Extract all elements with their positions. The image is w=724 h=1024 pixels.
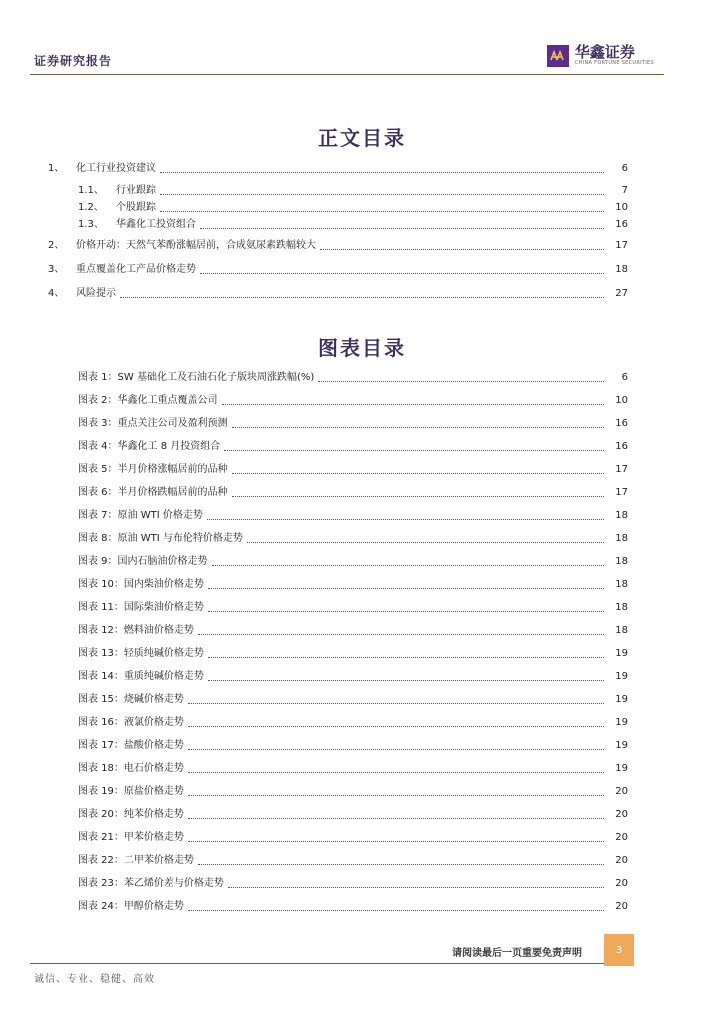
figure-list-item[interactable]	[78, 875, 628, 891]
footer-divider	[30, 963, 604, 964]
figure-list-item[interactable]	[78, 507, 628, 523]
figure-page: 19	[615, 671, 628, 682]
figure-title: 图表 12：燃料油价格走势	[78, 625, 194, 636]
toc-item-page: 7	[621, 185, 628, 196]
figure-page: 18	[615, 510, 628, 521]
leader-dots	[208, 588, 604, 589]
leader-dots	[208, 657, 604, 658]
toc-item-number: 1.3、	[78, 219, 104, 230]
leader-dots	[224, 450, 604, 451]
figure-title: 图表 15：烧碱价格走势	[78, 694, 184, 705]
leader-dots	[188, 726, 604, 727]
leader-dots	[198, 634, 604, 635]
figure-title: 图表 2：华鑫化工重点覆盖公司	[78, 395, 218, 406]
figure-page: 20	[615, 901, 628, 912]
figure-list-item[interactable]	[78, 530, 628, 546]
figure-title: 图表 18：电石价格走势	[78, 763, 184, 774]
figure-list-item[interactable]	[78, 760, 628, 776]
leader-dots	[188, 795, 604, 796]
figure-list-item[interactable]	[78, 553, 628, 569]
leader-dots	[208, 680, 604, 681]
toc-item[interactable]	[48, 237, 628, 253]
figure-title: 图表 13：轻质纯碱价格走势	[78, 648, 204, 659]
figure-page: 6	[621, 372, 628, 383]
figure-title: 图表 4：华鑫化工 8 月投资组合	[78, 441, 221, 452]
toc-item-number: 1.1、	[78, 185, 104, 196]
figure-page: 19	[615, 648, 628, 659]
figure-page: 20	[615, 878, 628, 889]
toc-item[interactable]	[48, 160, 628, 176]
figure-title: 图表 1：SW 基础化工及石油石化子版块周涨跌幅(%)	[78, 372, 315, 383]
toc-item[interactable]	[78, 216, 628, 232]
figure-list-item[interactable]	[78, 438, 628, 454]
figure-list-item[interactable]	[78, 622, 628, 638]
figure-page: 18	[615, 579, 628, 590]
figure-page: 20	[615, 832, 628, 843]
figure-list-item[interactable]	[78, 737, 628, 753]
figure-page: 18	[615, 533, 628, 544]
toc-item[interactable]	[78, 182, 628, 198]
leader-dots	[228, 887, 604, 888]
figure-page: 17	[615, 487, 628, 498]
figure-list-item[interactable]	[78, 783, 628, 799]
leader-dots	[212, 565, 604, 566]
figure-list-item[interactable]	[78, 806, 628, 822]
main-toc-heading: 正文目录	[318, 126, 406, 150]
toc-item-title: 华鑫化工投资组合	[116, 219, 196, 230]
toc-item-page: 10	[615, 202, 628, 213]
leader-dots	[247, 542, 604, 543]
disclaimer-notice: 请阅读最后一页重要免责声明	[452, 948, 582, 959]
leader-dots	[198, 864, 604, 865]
leader-dots	[318, 381, 604, 382]
toc-item-number: 4、	[48, 288, 65, 299]
figure-title: 图表 23：苯乙烯价差与价格走势	[78, 878, 224, 889]
company-slogan: 诚信、专业、稳健、高效	[34, 974, 155, 985]
figure-list-item[interactable]	[78, 415, 628, 431]
figure-title: 图表 5：半月价格涨幅居前的品种	[78, 464, 228, 475]
figure-list-item[interactable]	[78, 461, 628, 477]
figure-list-item[interactable]	[78, 668, 628, 684]
figure-title: 图表 17：盐酸价格走势	[78, 740, 184, 751]
figure-list-item[interactable]	[78, 829, 628, 845]
leader-dots	[232, 473, 604, 474]
figure-title: 图表 10：国内柴油价格走势	[78, 579, 204, 590]
figure-list-item[interactable]	[78, 714, 628, 730]
figure-list-item[interactable]	[78, 599, 628, 615]
figure-page: 10	[615, 395, 628, 406]
figure-list-item[interactable]	[78, 369, 628, 385]
leader-dots	[188, 910, 604, 911]
figure-list-item[interactable]	[78, 484, 628, 500]
toc-item-number: 1、	[48, 163, 65, 174]
leader-dots	[188, 749, 604, 750]
company-logo	[547, 44, 654, 67]
figure-title: 图表 20：纯苯价格走势	[78, 809, 184, 820]
figure-title: 图表 24：甲醇价格走势	[78, 901, 184, 912]
figure-page: 19	[615, 763, 628, 774]
figure-title: 图表 16：液氯价格走势	[78, 717, 184, 728]
leader-dots	[232, 427, 604, 428]
figure-title: 图表 14：重质纯碱价格走势	[78, 671, 204, 682]
leader-dots	[188, 703, 604, 704]
figure-title: 图表 6：半月价格跌幅居前的品种	[78, 487, 228, 498]
logo-chinese-name: 华鑫证券	[574, 43, 635, 61]
toc-item-page: 27	[615, 288, 628, 299]
leader-dots	[188, 841, 604, 842]
figure-list-item[interactable]	[78, 645, 628, 661]
toc-item[interactable]	[48, 261, 628, 277]
figure-title: 图表 22：二甲苯价格走势	[78, 855, 194, 866]
leader-dots	[160, 194, 604, 195]
figure-page: 20	[615, 809, 628, 820]
figure-page: 18	[615, 625, 628, 636]
toc-item-title: 行业跟踪	[116, 185, 156, 196]
toc-item-title: 个股跟踪	[116, 202, 156, 213]
toc-item-title: 价格开动：天然气苯酚涨幅居前，合成氨尿素跌幅较大	[76, 240, 316, 251]
figure-title: 图表 7：原油 WTI 价格走势	[78, 510, 203, 521]
toc-item-page: 18	[615, 264, 628, 275]
figure-page: 16	[615, 418, 628, 429]
figure-page: 19	[615, 694, 628, 705]
figure-page: 16	[615, 441, 628, 452]
leader-dots	[160, 172, 604, 173]
leader-dots	[320, 249, 604, 250]
figure-page: 18	[615, 602, 628, 613]
figure-page: 20	[615, 855, 628, 866]
toc-item[interactable]	[48, 285, 628, 301]
figure-list-item[interactable]	[78, 691, 628, 707]
figure-list-item[interactable]	[78, 852, 628, 868]
figure-list-item[interactable]	[78, 898, 628, 914]
toc-item-title: 重点覆盖化工产品价格走势	[76, 264, 196, 275]
figure-list-item[interactable]	[78, 392, 628, 408]
leader-dots	[160, 211, 604, 212]
logo-icon	[547, 45, 569, 67]
figure-title: 图表 21：甲苯价格走势	[78, 832, 184, 843]
toc-item[interactable]	[78, 199, 628, 215]
figure-list-item[interactable]	[78, 576, 628, 592]
figure-page: 18	[615, 556, 628, 567]
figure-title: 图表 9：国内石脑油价格走势	[78, 556, 208, 567]
page-number: 3	[604, 934, 634, 966]
leader-dots	[120, 297, 604, 298]
leader-dots	[208, 611, 604, 612]
leader-dots	[188, 772, 604, 773]
toc-item-page: 16	[615, 219, 628, 230]
figure-page: 19	[615, 717, 628, 728]
toc-item-title: 化工行业投资建议	[76, 163, 156, 174]
toc-item-number: 1.2、	[78, 202, 104, 213]
leader-dots	[188, 818, 604, 819]
report-type-label: 证券研究报告	[34, 54, 113, 68]
figure-page: 19	[615, 740, 628, 751]
logo-english-name: CHINA FORTUNE SECURITIES	[574, 60, 654, 66]
toc-item-page: 6	[621, 163, 628, 174]
page-header	[30, 40, 664, 75]
leader-dots	[222, 404, 604, 405]
figure-title: 图表 19：原盐价格走势	[78, 786, 184, 797]
figure-title: 图表 8：原油 WTI 与布伦特价格走势	[78, 533, 243, 544]
toc-item-number: 3、	[48, 264, 65, 275]
figure-title: 图表 3：重点关注公司及盈利预测	[78, 418, 228, 429]
leader-dots	[200, 273, 604, 274]
toc-item-number: 2、	[48, 240, 65, 251]
leader-dots	[200, 228, 604, 229]
toc-item-title: 风险提示	[76, 288, 116, 299]
toc-item-page: 17	[615, 240, 628, 251]
leader-dots	[232, 496, 604, 497]
leader-dots	[207, 519, 604, 520]
figure-title: 图表 11：国际柴油价格走势	[78, 602, 204, 613]
figure-page: 17	[615, 464, 628, 475]
figure-toc-heading: 图表目录	[318, 336, 406, 360]
figure-page: 20	[615, 786, 628, 797]
